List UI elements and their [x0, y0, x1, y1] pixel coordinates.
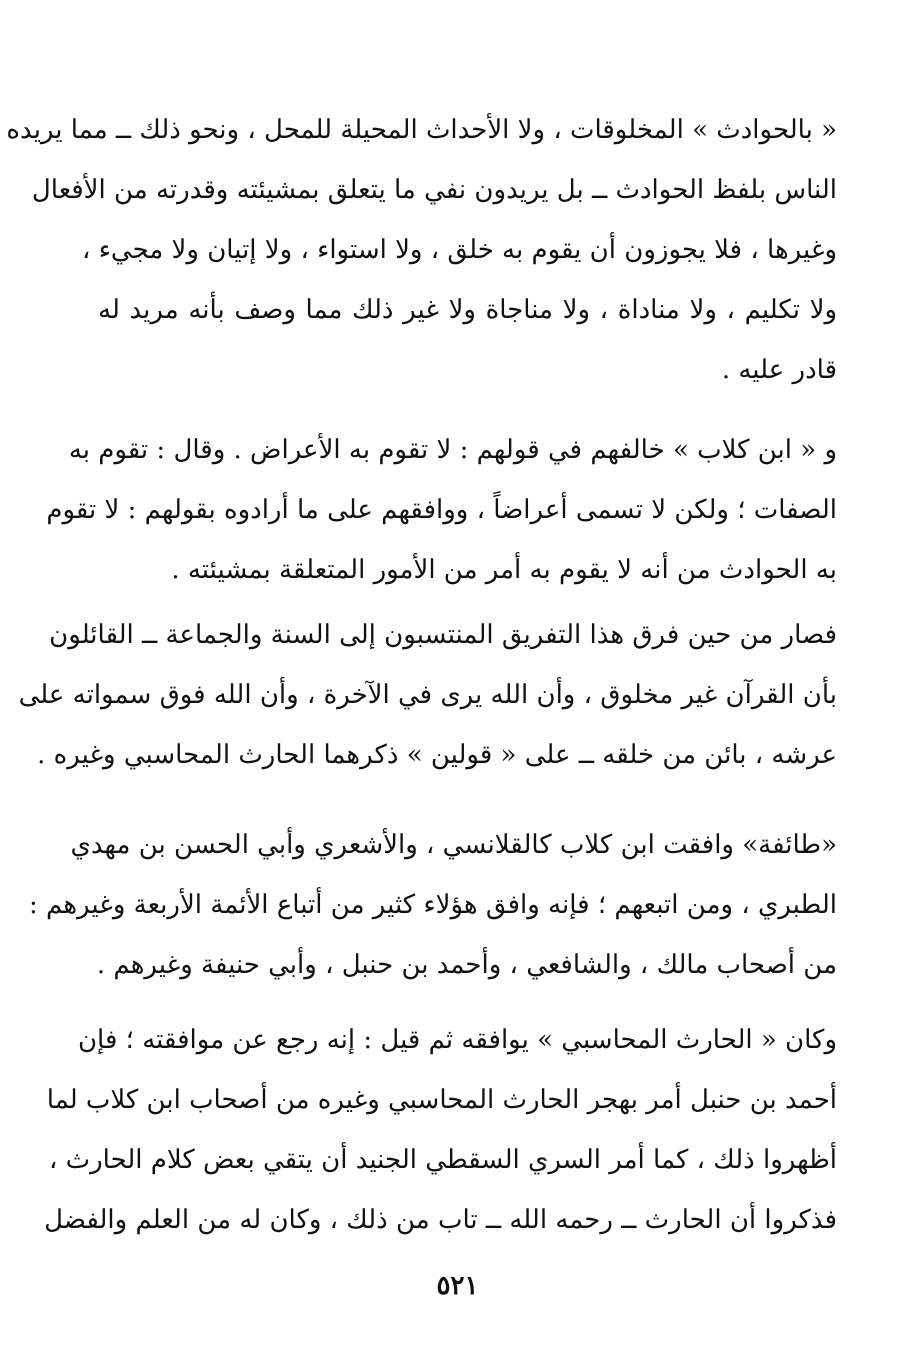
text-line: « بالحوادث » المخلوقات ، ولا الأحداث المحيلة للمحل ، ونحو ذلك ــ مما يريده: [6, 115, 837, 145]
paragraph-1: [6, 100, 837, 400]
text-line: وكان « الحارث المحاسبي » يوافقه ثم قيل : إنه رجع عن موافقته ؛ فإن: [77, 1025, 837, 1055]
paragraph-3: [18, 605, 837, 785]
text-line: من أصحاب مالك ، والشافعي ، وأحمد بن حنبل ، وأبي حنيفة وغيرهم .: [96, 950, 837, 980]
text-line: ولا تكليم ، ولا مناداة ، ولا مناجاة ولا غير ذلك مما وصف بأنه مريد له: [98, 295, 837, 325]
text-line: الصفات ؛ ولكن لا تسمى أعراضاً ، ووافقهم على ما أرادوه بقولهم : لا تقوم: [46, 495, 837, 525]
page-number: ٥٢١: [436, 1271, 479, 1301]
text-line: فذكروا أن الحارث ــ رحمه الله ــ تاب من ذلك ، وكان له من العلم والفضل: [44, 1205, 837, 1235]
text-line: فصار من حين فرق هذا التفريق المنتسبون إلى السنة والجماعة ــ القائلون: [49, 620, 837, 650]
paragraph-5: [44, 1010, 837, 1250]
text-line: أحمد بن حنبل أمر بهجر الحارث المحاسبي وغيره من أصحاب ابن كلاب لما: [46, 1085, 837, 1115]
text-line: بأن القرآن غير مخلوق ، وأن الله يرى في الآخرة ، وأن الله فوق سمواته على: [18, 680, 837, 710]
text-line: قادر عليه .: [721, 355, 837, 385]
text-line: الناس بلفظ الحوادث ــ بل يريدون نفي ما يتعلق بمشيئته وقدرته من الأفعال: [31, 175, 837, 205]
text-line: الطبري ، ومن اتبعهم ؛ فإنه وافق هؤلاء كثير من أتباع الأئمة الأربعة وغيرهم :: [29, 890, 837, 920]
text-line: وغيرها ، فلا يجوزون أن يقوم به خلق ، ولا استواء ، ولا إتيان ولا مجيء ،: [82, 235, 837, 265]
text-line: عرشه ، بائن من خلقه ــ على « قولين » ذكرهما الحارث المحاسبي وغيره .: [37, 740, 837, 770]
text-line: و « ابن كلاب » خالفهم في قولهم : لا تقوم به الأعراض . وقال : تقوم به: [68, 435, 837, 465]
text-line: أظهروا ذلك ، كما أمر السري السقطي الجنيد أن يتقي بعض كلام الحارث ،: [48, 1145, 837, 1175]
text-line: به الحوادث من أنه لا يقوم به أمر من الأمور المتعلقة بمشيئته .: [171, 555, 837, 585]
text-line: «طائفة» وافقت ابن كلاب كالقلانسي ، والأشعري وأبي الحسن بن مهدي: [70, 830, 837, 860]
paragraph-4: [29, 815, 837, 995]
paragraph-2: [46, 420, 837, 600]
